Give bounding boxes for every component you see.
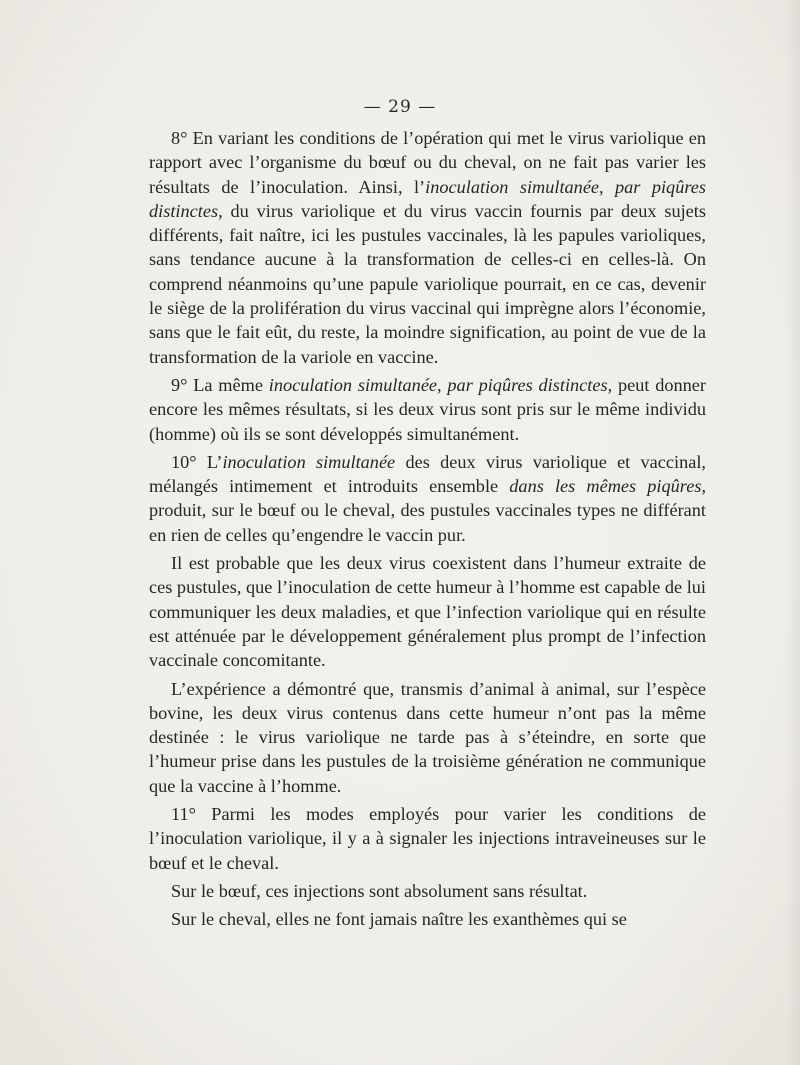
italic-segment: inoculation simultanée, par piqûres distinctes [268, 374, 608, 395]
paragraph-cheval [149, 907, 706, 931]
body-text [149, 126, 706, 936]
text-segment: L’expérience a démontré que, transmis d’animal à animal, sur l’espèce bovine, les deux virus contenus dans cette humeur n’ont pas la même destinée : le virus variolique ne tarde pas à s’éteindre, en sorte que l’humeur prise dans les pustules de la troisième génération ne communique que la vaccine à l’homme. [149, 678, 706, 796]
italic-segment: inoculation simultanée, par piqûres distinctes [149, 176, 706, 221]
text-segment: des deux virus variolique et vaccinal, mélangés intimement et introduits ensemble [149, 451, 706, 497]
paragraph-boeuf [149, 879, 706, 903]
text-segment: 11° Parmi les modes employés pour varier les conditions de l’inoculation variolique, il y a à signaler les injections intraveineuses sur le bœuf et le cheval. [149, 804, 706, 873]
text-segment: 10° L’ [171, 451, 223, 472]
page-edge-shadow [786, 0, 800, 1065]
text-segment: Sur le bœuf, ces injections sont absolument sans résultat. [171, 880, 588, 901]
paragraph-11 [149, 802, 706, 875]
text-segment: , du virus variolique et du virus vaccin fournis par deux sujets différents, fait naître, ici les pustules vaccinales, là les papules varioliques, sans tendance aucune à la transformation de celles-ci en celles-là. On comprend néanmoins qu’une papule variolique pourrait, en ce cas, devenir le siège de la prolifération du virus vaccinal qui imprègne alors l’économie, sans que le fait eût, du reste, la moindre signification, au point de vue de la transformation de la variole en vaccine. [149, 200, 706, 367]
text-segment: Il est probable que les deux virus coexistent dans l’humeur extraite de ces pustules, que l’inoculation de cette humeur à l’homme est capable de lui communiquer les deux maladies, et que l’infection variolique qui en résulte est atténuée par le développement généralement plus prompt de l’infection vaccinale concomitante. [149, 553, 706, 671]
italic-segment: dans les mêmes piqûres [509, 476, 702, 497]
text-segment: , produit, sur le bœuf ou le cheval, des pustules vaccinales types ne différant en rien de celles qu’engendre le vaccin pur. [149, 476, 707, 545]
italic-segment: inoculation simultanée [222, 451, 396, 472]
text-segment: Sur le cheval, elles ne font jamais naître les exanthèmes qui se [171, 909, 627, 930]
paragraph-9 [149, 373, 706, 446]
paragraph-10 [149, 450, 706, 547]
page-number: — 29 — [363, 97, 437, 117]
paragraph-probable [149, 551, 706, 672]
text-segment: 9° La même [171, 374, 269, 395]
paragraph-experience [149, 677, 706, 798]
text-segment: 8° En variant les conditions de l’opération qui met le virus variolique en rapport avec l’organisme du bœuf ou du cheval, on ne fait pas varier les résultats de l’inoculation. Ainsi, l’ [149, 128, 706, 197]
paragraph-8 [149, 126, 706, 369]
text-segment: , peut donner encore les mêmes résultats, si les deux virus sont pris sur le même individu (homme) où ils se sont développés simultanément. [149, 374, 706, 444]
